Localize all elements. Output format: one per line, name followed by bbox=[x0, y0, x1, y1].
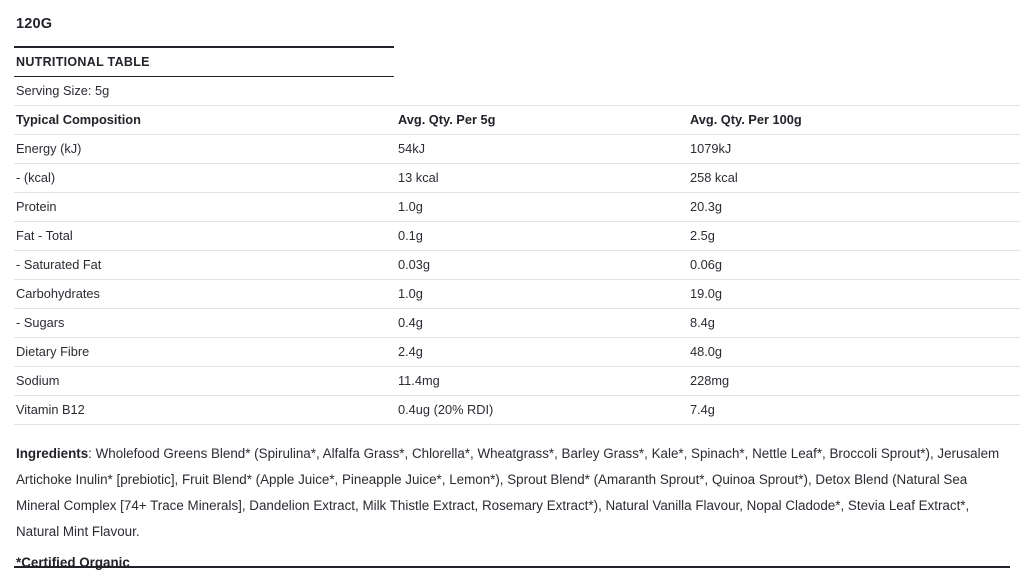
nutrient-name: - (kcal) bbox=[14, 163, 396, 192]
table-row bbox=[14, 134, 1020, 163]
nutrient-name: Carbohydrates bbox=[14, 279, 396, 308]
nutrient-per-serve: 11.4mg bbox=[396, 366, 688, 395]
table-row bbox=[14, 308, 1020, 337]
serving-size-spacer-1 bbox=[396, 77, 688, 105]
nutrient-per-100g: 19.0g bbox=[688, 279, 1020, 308]
nutrient-per-serve: 13 kcal bbox=[396, 163, 688, 192]
table-row bbox=[14, 192, 1020, 221]
nutrient-name: Protein bbox=[14, 192, 396, 221]
nutrient-name: - Saturated Fat bbox=[14, 250, 396, 279]
nutrition-table bbox=[14, 77, 1020, 425]
nutrient-per-serve: 1.0g bbox=[396, 192, 688, 221]
nutrient-per-serve: 0.4ug (20% RDI) bbox=[396, 395, 688, 424]
nutrition-table-block bbox=[14, 46, 1014, 425]
table-row-serving-size bbox=[14, 77, 1020, 105]
ingredients-label: Ingredients bbox=[16, 445, 89, 461]
column-header-per-100g: Avg. Qty. Per 100g bbox=[688, 105, 1020, 134]
serving-size-spacer-2 bbox=[688, 77, 1020, 105]
nutrient-per-serve: 0.1g bbox=[396, 221, 688, 250]
ingredients-paragraph bbox=[14, 441, 1014, 546]
certified-organic-note: *Certified Organic bbox=[16, 555, 130, 571]
nutrient-per-100g: 1079kJ bbox=[688, 134, 1020, 163]
table-row bbox=[14, 163, 1020, 192]
nutrient-name: - Sugars bbox=[14, 308, 396, 337]
nutrient-name: Energy (kJ) bbox=[14, 134, 396, 163]
product-weight-heading: 120G bbox=[16, 16, 53, 32]
ingredients-text: Wholefood Greens Blend* (Spirulina*, Alfalfa Grass*, Chlorella*, Wheatgrass*, Barley Grass*, Kale*, Spinach*, Nettle Leaf*, Broccoli Sprout*), Jerusalem Artichoke Inulin* [prebiotic], Fruit Blend* (Apple Juice*, Pineapple Juice*, Lemon*), Sprout Blend* (Amaranth Sprout*, Quinoa Sprout*), Detox Blend (Natural Sea Mineral Complex [74+ Trace Minerals], Dandelion Extract, Milk Thistle Extract, Rosemary Extract*), Natural Vanilla Flavour, Nopal Cladode*, Stevia Leaf Extract*, Natural Mint Flavour. bbox=[16, 445, 1000, 540]
nutrition-table-title: NUTRITIONAL TABLE bbox=[14, 48, 394, 77]
column-header-per-serve: Avg. Qty. Per 5g bbox=[396, 105, 688, 134]
nutrient-per-serve: 1.0g bbox=[396, 279, 688, 308]
table-row bbox=[14, 279, 1020, 308]
table-row bbox=[14, 366, 1020, 395]
nutrient-per-100g: 7.4g bbox=[688, 395, 1020, 424]
column-header-composition: Typical Composition bbox=[14, 105, 396, 134]
nutrient-per-100g: 0.06g bbox=[688, 250, 1020, 279]
nutrient-name: Fat - Total bbox=[14, 221, 396, 250]
nutrient-per-100g: 20.3g bbox=[688, 192, 1020, 221]
nutrient-name: Vitamin B12 bbox=[14, 395, 396, 424]
nutrient-per-serve: 2.4g bbox=[396, 337, 688, 366]
table-row bbox=[14, 250, 1020, 279]
table-row bbox=[14, 395, 1020, 424]
table-row bbox=[14, 221, 1020, 250]
nutrient-per-serve: 0.4g bbox=[396, 308, 688, 337]
nutrient-name: Dietary Fibre bbox=[14, 337, 396, 366]
nutrient-name: Sodium bbox=[14, 366, 396, 395]
table-header-row bbox=[14, 105, 1020, 134]
nutrient-per-100g: 2.5g bbox=[688, 221, 1020, 250]
nutrient-per-100g: 8.4g bbox=[688, 308, 1020, 337]
ingredients-separator: : bbox=[88, 445, 96, 461]
serving-size-label: Serving Size: 5g bbox=[14, 77, 396, 105]
bottom-rule bbox=[14, 566, 1010, 568]
nutrient-per-100g: 228mg bbox=[688, 366, 1020, 395]
nutrient-per-100g: 258 kcal bbox=[688, 163, 1020, 192]
table-row bbox=[14, 337, 1020, 366]
nutrient-per-serve: 0.03g bbox=[396, 250, 688, 279]
nutrient-per-serve: 54kJ bbox=[396, 134, 688, 163]
nutrient-per-100g: 48.0g bbox=[688, 337, 1020, 366]
